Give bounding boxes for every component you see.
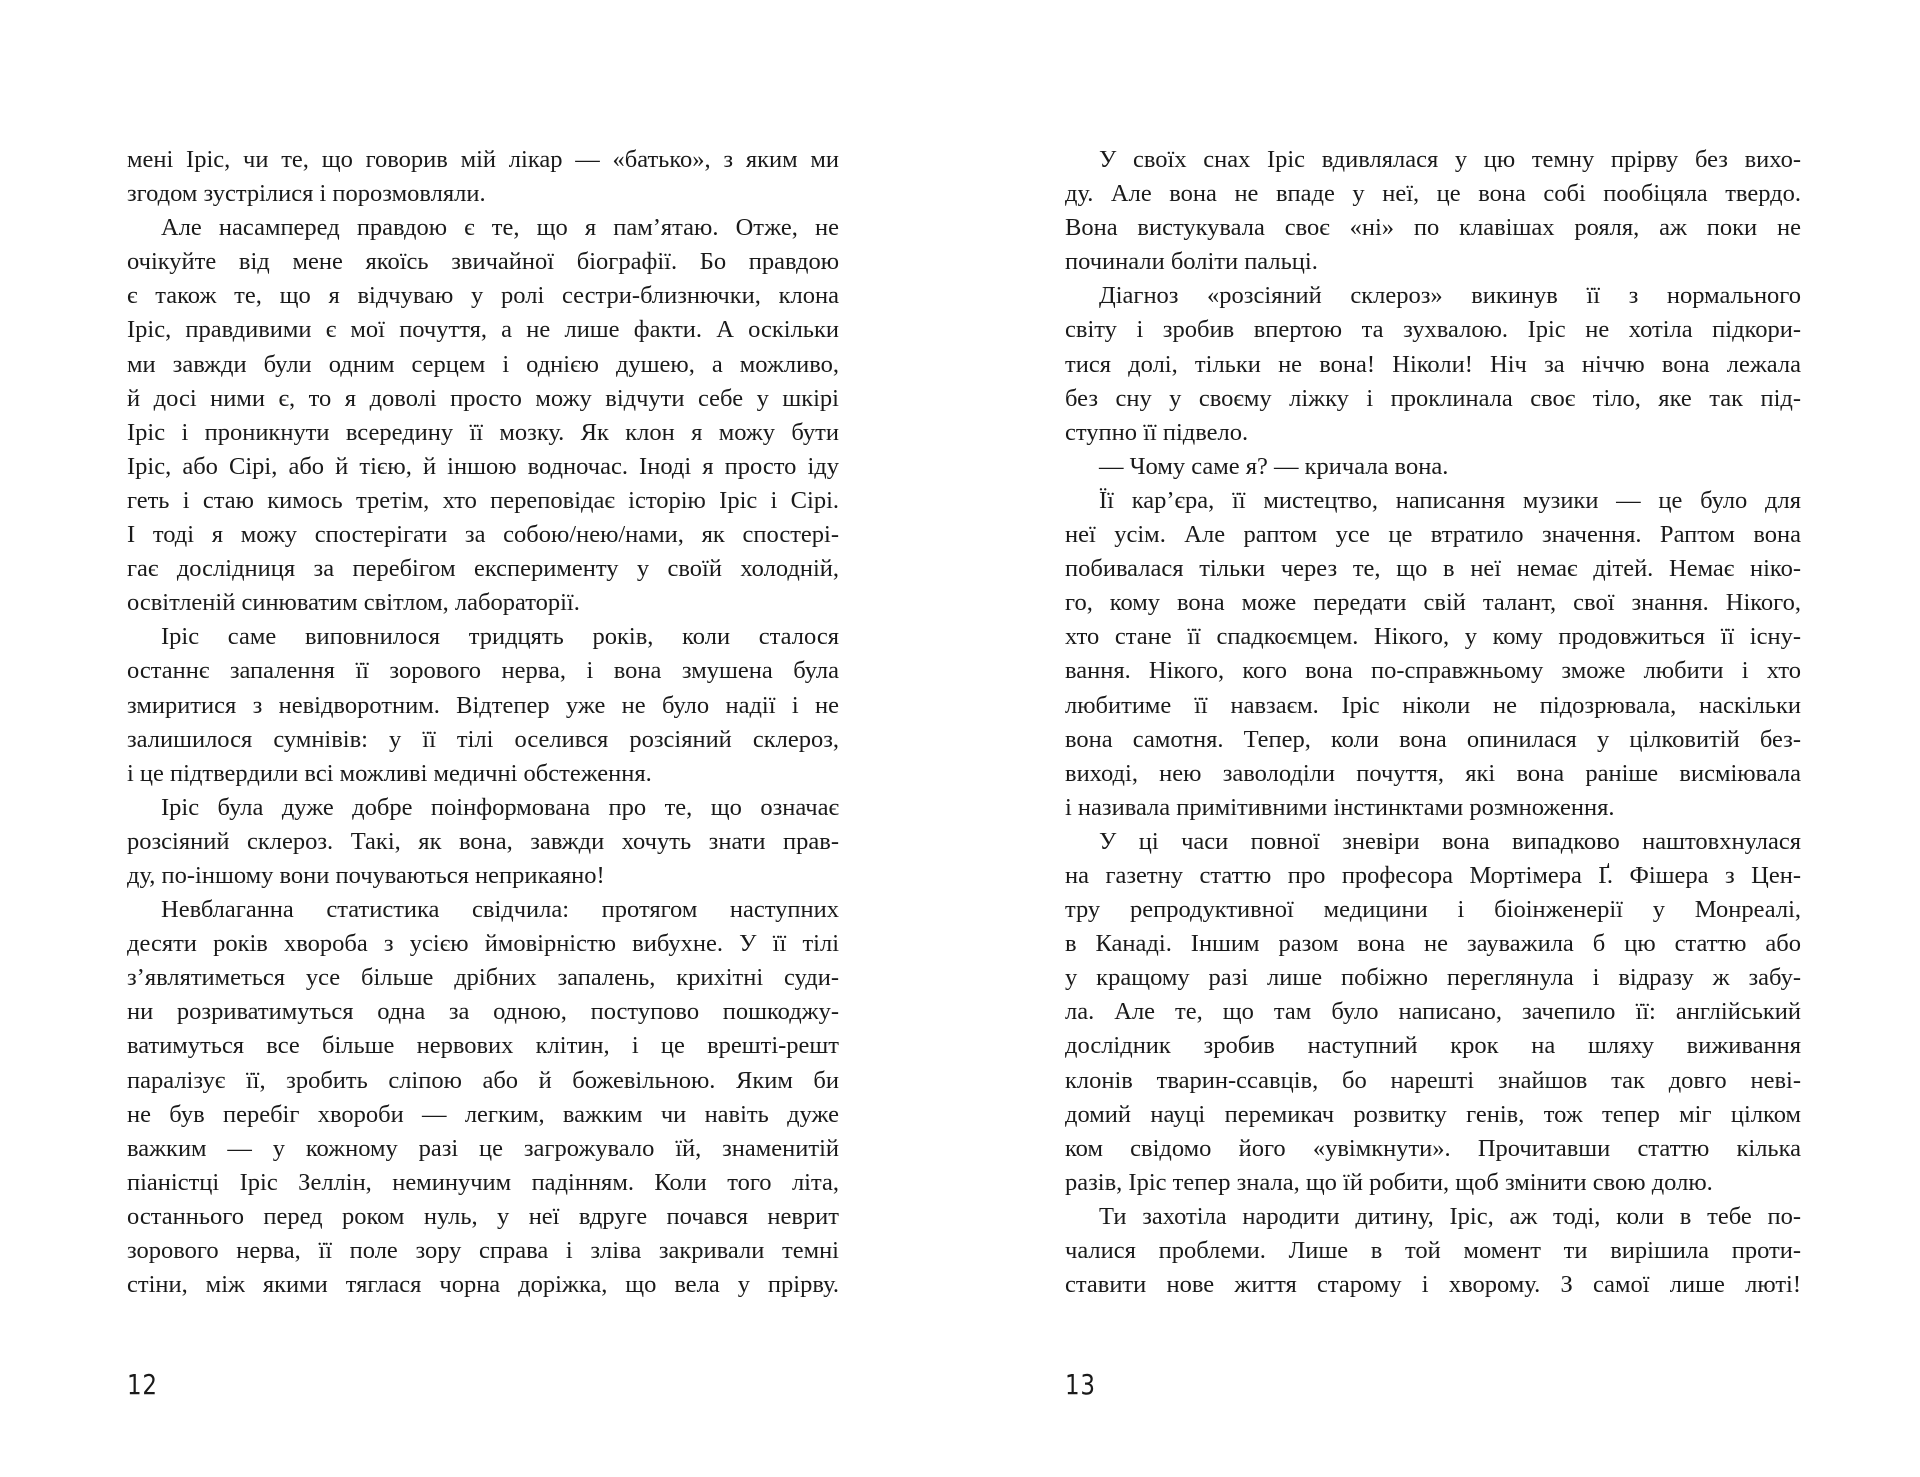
text-line: останнє запалення її зорового нерва, і вона змушена була [127,657,839,685]
text-line: побивалася тільки через те, що в неї немає дітей. Немає ніко- [1065,555,1801,583]
right-page [960,0,1920,1477]
text-line: геть і стаю кимось третім, хто переповідає історію Іріс і Сірі. [127,486,839,514]
text-line: з’являтиметься усе більше дрібних запалень, крихітні суди- [127,964,839,992]
text-line: й досі ними є, то я доволі просто можу відчути себе у шкірі [127,384,839,412]
text-line: Іріс, або Сірі, або й тією, й іншою водночас. Іноді я просто іду [127,452,839,480]
text-line: Іріс була дуже добре поінформована про те, що означає [161,793,839,821]
text-line: починали боліти пальці. [1065,248,1318,276]
text-line: ми завжди були одним серцем і однією душею, а можливо, [127,350,839,378]
text-line: згодом зустрілися і порозмовляли. [127,180,486,208]
text-line: змиритися з невідворотним. Відтепер уже не було надії і не [127,691,839,719]
text-line: ни розриватимуться одна за одною, поступово пошкоджу- [127,998,839,1026]
text-line: любитиме її навзаєм. Іріс ніколи не підозрювала, наскільки [1065,691,1801,719]
page-number-right: 13 [1065,1368,1096,1401]
text-line: Її кар’єра, її мистецтво, написання музики — це було для [1099,486,1801,514]
text-line: хто стане її спадкоємцем. Нікого, у кому продовжиться її існу- [1065,623,1801,651]
text-line: вання. Нікого, кого вона по-справжньому зможе любити і хто [1065,657,1801,685]
text-line: стіни, між якими тяглася чорна доріжка, що вела у прірву. [127,1271,839,1299]
text-line: на газетну статтю про професора Мортімера Ґ. Фішера з Цен- [1065,861,1801,889]
right-page-text [1065,143,1801,1302]
text-line: Діагноз «розсіяний склероз» викинув її з нормального [1099,282,1801,310]
text-line: залишилося сумнівів: у її тілі оселився розсіяний склероз, [127,725,839,753]
text-line: Вона вистукувала своє «ні» по клавішах рояля, аж поки не [1065,214,1801,242]
text-line: У своїх снах Іріс вдивлялася у цю темну прірву без вихо- [1099,146,1801,173]
text-line: разів, Іріс тепер знала, що їй робити, щоб змінити свою долю. [1065,1168,1713,1196]
text-line: без сну у своєму ліжку і проклинала своє тіло, яке так під- [1065,384,1801,412]
text-line: останнього перед роком нуль, у неї вдруге почався неврит [127,1202,839,1230]
text-line: ставити нове життя старому і хворому. З самої лише люті! [1065,1271,1801,1299]
text-line: світу і зробив впертою та зухвалою. Іріс не хотіла підкори- [1065,316,1801,344]
text-line: паралізує її, зробить сліпою або й божевільною. Яким би [127,1066,839,1094]
text-line: не був перебіг хвороби — легким, важким чи навіть дуже [127,1100,839,1128]
text-line: Іріс, правдивими є мої почуття, а не лише факти. А оскільки [127,316,839,344]
text-line: тися долі, тільки не вона! Ніколи! Ніч за ніччю вона лежала [1065,350,1801,378]
text-line: домий науці перемикач розвитку генів, тож тепер міг цілком [1065,1100,1801,1128]
text-line: гає дослідниця за перебігом експерименту у своїй холодній, [127,555,839,583]
text-line: і називала примітивними інстинктами розмноження. [1065,793,1615,821]
left-page-text [127,143,839,1302]
text-line: важким — у кожному разі це загрожувало їй, знаменитій [127,1134,839,1162]
text-line: І тоді я можу спостерігати за собою/нею/нами, як спостері- [127,521,839,549]
text-line: тру репродуктивної медицини і біоінженерії у Монреалі, [1065,896,1801,924]
text-line: дослідник зробив наступний крок на шляху виживання [1065,1032,1801,1060]
text-line: зорового нерва, її поле зору справа і зліва закривали темні [127,1237,839,1264]
text-line: очікуйте від мене якоїсь звичайної біографії. Бо правдою [127,248,839,276]
text-line: — Чому саме я? — кричала вона. [1099,452,1449,480]
text-line: мені Іріс, чи те, що говорив мій лікар — «батько», з яким ми [127,146,839,173]
text-line: Іріс і проникнути всередину її мозку. Як клон я можу бути [127,418,839,446]
text-line: ступно її підвело. [1065,418,1249,446]
text-line: піаністці Іріс Зеллін, неминучим падінням. Коли того літа, [127,1168,839,1196]
text-line: У ці часи повної зневіри вона випадково наштовхнулася [1099,827,1801,855]
text-line: в Канаді. Іншим разом вона не зауважила б цю статтю або [1065,930,1801,958]
text-line: Але насамперед правдою є те, що я пам’ятаю. Отже, не [161,214,839,242]
text-line: розсіяний склероз. Такі, як вона, завжди хочуть знати прав- [127,827,839,855]
text-line: у кращому разі лише побіжно переглянула і відразу ж забу- [1065,964,1801,992]
text-line: десяти років хвороба з усією ймовірністю вибухне. У її тілі [127,930,839,958]
text-line: освітленій синюватим світлом, лабораторії. [127,589,580,617]
text-line: є також те, що я відчуваю у ролі сестри-близнючки, клона [127,282,839,310]
text-line: ком свідомо його «увімкнути». Прочитавши статтю кілька [1065,1134,1801,1162]
text-line: Іріс саме виповнилося тридцять років, коли сталося [161,623,839,651]
text-line: ду, по-іншому вони почуваються неприкаяно! [127,861,605,889]
text-line: виході, нею заволоділи почуття, які вона раніше висміювала [1065,759,1801,787]
text-line: ла. Але те, що там було написано, зачепило її: англійський [1065,998,1801,1026]
text-line: Ти захотіла народити дитину, Іріс, аж тоді, коли в тебе по- [1099,1202,1801,1230]
text-line: вона самотня. Тепер, коли вона опинилася у цілковитій без- [1065,725,1801,753]
text-line: неї усім. Але раптом усе це втратило значення. Раптом вона [1065,521,1801,549]
text-line: ду. Але вона не впаде у неї, це вона собі пообіцяла твердо. [1065,180,1801,208]
text-line: чалися проблеми. Лише в той момент ти вирішила проти- [1065,1237,1801,1264]
text-line: і це підтвердили всі можливі медичні обстеження. [127,759,652,787]
text-line: Невблаганна статистика свідчила: протягом наступних [161,896,839,924]
text-line: го, кому вона може передати свій талант, свої знання. Нікого, [1065,589,1801,617]
page-number-left: 12 [127,1368,158,1401]
text-line: клонів тварин-ссавців, бо нарешті знайшов так довго неві- [1065,1066,1801,1094]
text-line: ватимуться все більше нервових клітин, і це врешті-решт [127,1032,839,1060]
